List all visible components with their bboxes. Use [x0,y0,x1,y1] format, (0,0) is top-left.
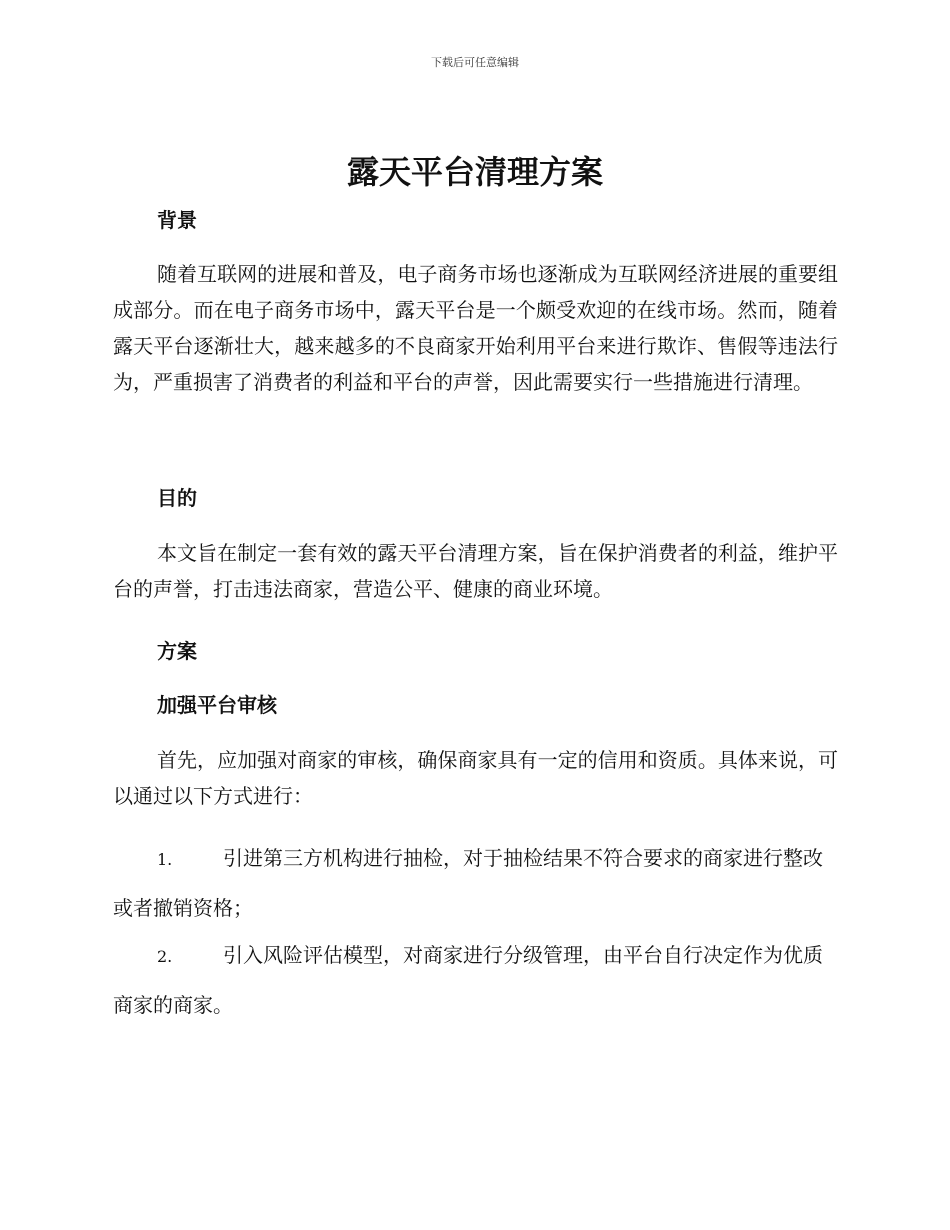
header-note: 下载后可任意编辑 [431,56,519,69]
heading-background: 背景 [157,208,197,232]
paragraph-purpose: 本文旨在制定一套有效的露天平台清理方案，旨在保护消费者的利益，维护平台的声誉，打击违法商家，营造公平、健康的商业环境。 [113,541,838,601]
list-item [113,834,838,932]
paragraph-review: 首先，应加强对商家的审核，确保商家具有一定的信用和资质。具体来说，可以通过以下方式进行： [113,748,838,808]
list-item-number: 2. [157,947,173,966]
document-title: 露天平台清理方案 [346,153,603,191]
list-item-number: 1. [157,850,173,869]
heading-plan: 方案 [157,639,197,663]
heading-purpose: 目的 [157,486,197,510]
list-item-text: 引进第三方机构进行抽检，对于抽检结果不符合要求的商家进行整改或者撤销资格； [113,846,823,920]
list-item [113,931,838,1029]
list-item-text: 引入风险评估模型，对商家进行分级管理，由平台自行决定作为优质商家的商家。 [113,943,823,1017]
paragraph-background: 随着互联网的进展和普及，电子商务市场也逐渐成为互联网经济进展的重要组成部分。而在电子商务市场中，露天平台是一个颇受欢迎的在线市场。然而，随着露天平台逐渐壮大，越来越多的不良商家开始利用平台来进行欺诈、售假等违法行为，严重损害了消费者的利益和平台的声誉，因此需要实行一些措施进行清理。 [113,262,838,394]
heading-review: 加强平台审核 [157,693,277,717]
